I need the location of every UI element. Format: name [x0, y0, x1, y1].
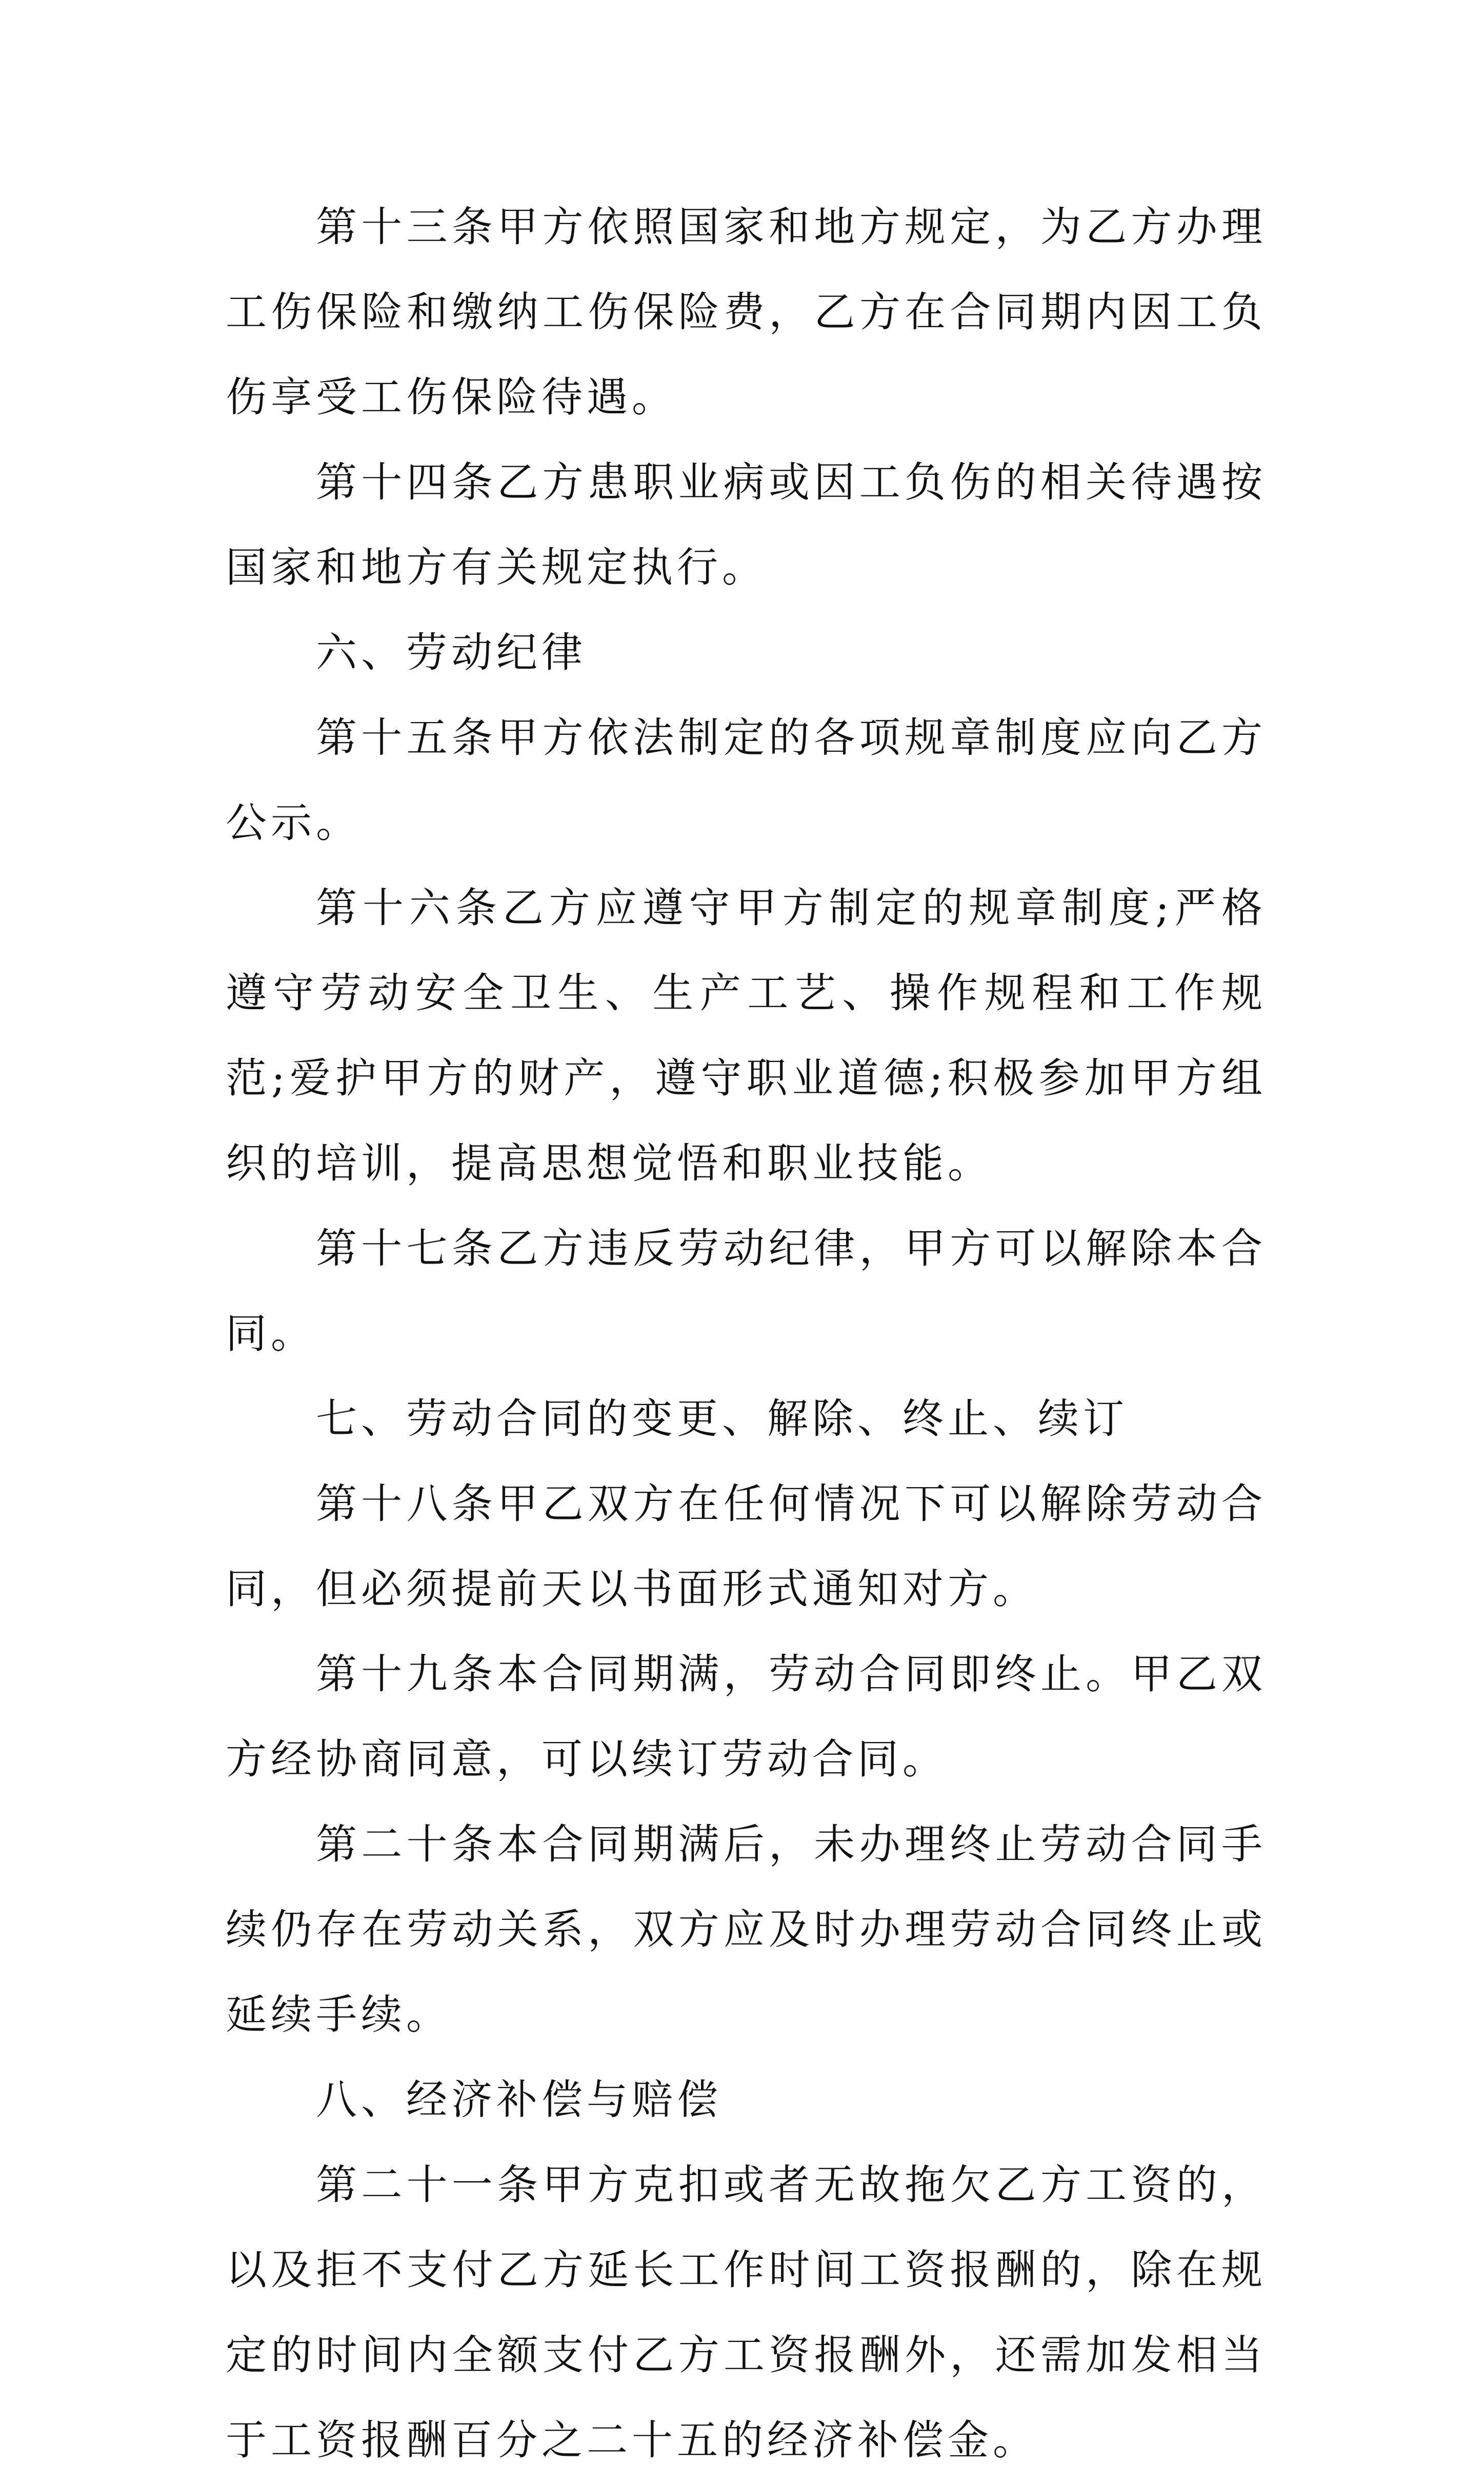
article-17-paragraph: 第十七条乙方违反劳动纪律，甲方可以解除本合同。	[226, 1225, 1267, 1357]
article-16-paragraph: 第十六条乙方应遵守甲方制定的规章制度;严格遵守劳动安全卫生、生产工艺、操作规程和工作规范;爱护甲方的财产，遵守职业道德;积极参加甲方组织的培训，提高思想觉悟和职业技能。	[226, 884, 1267, 1187]
article-20-paragraph: 第二十条本合同期满后，未办理终止劳动合同手续仍存在劳动关系，双方应及时办理劳动合同终止或延续手续。	[226, 1820, 1267, 2038]
document-page	[226, 185, 1267, 2464]
section-8-heading: 八、经济补偿与赔偿	[316, 2076, 722, 2124]
article-18-paragraph: 第十八条甲乙双方在任何情况下可以解除劳动合同，但必须提前天以书面形式通知对方。	[226, 1480, 1267, 1613]
section-7-heading: 七、劳动合同的变更、解除、终止、续订	[316, 1395, 1128, 1443]
article-15-paragraph: 第十五条甲方依法制定的各项规章制度应向乙方公示。	[226, 714, 1267, 847]
article-13-paragraph: 第十三条甲方依照国家和地方规定，为乙方办理工伤保险和缴纳工伤保险费，乙方在合同期内因工负伤享受工伤保险待遇。	[226, 203, 1267, 421]
article-14-paragraph: 第十四条乙方患职业病或因工负伤的相关待遇按国家和地方有关规定执行。	[226, 458, 1267, 591]
section-6-heading: 六、劳动纪律	[316, 629, 587, 676]
article-21-paragraph: 第二十一条甲方克扣或者无故拖欠乙方工资的，以及拒不支付乙方延长工作时间工资报酬的，除在规定的时间内全额支付乙方工资报酬外，还需加发相当于工资报酬百分之二十五的经济补偿金。	[226, 2161, 1267, 2464]
article-19-paragraph: 第十九条本合同期满，劳动合同即终止。甲乙双方经协商同意，可以续订劳动合同。	[226, 1650, 1267, 1783]
